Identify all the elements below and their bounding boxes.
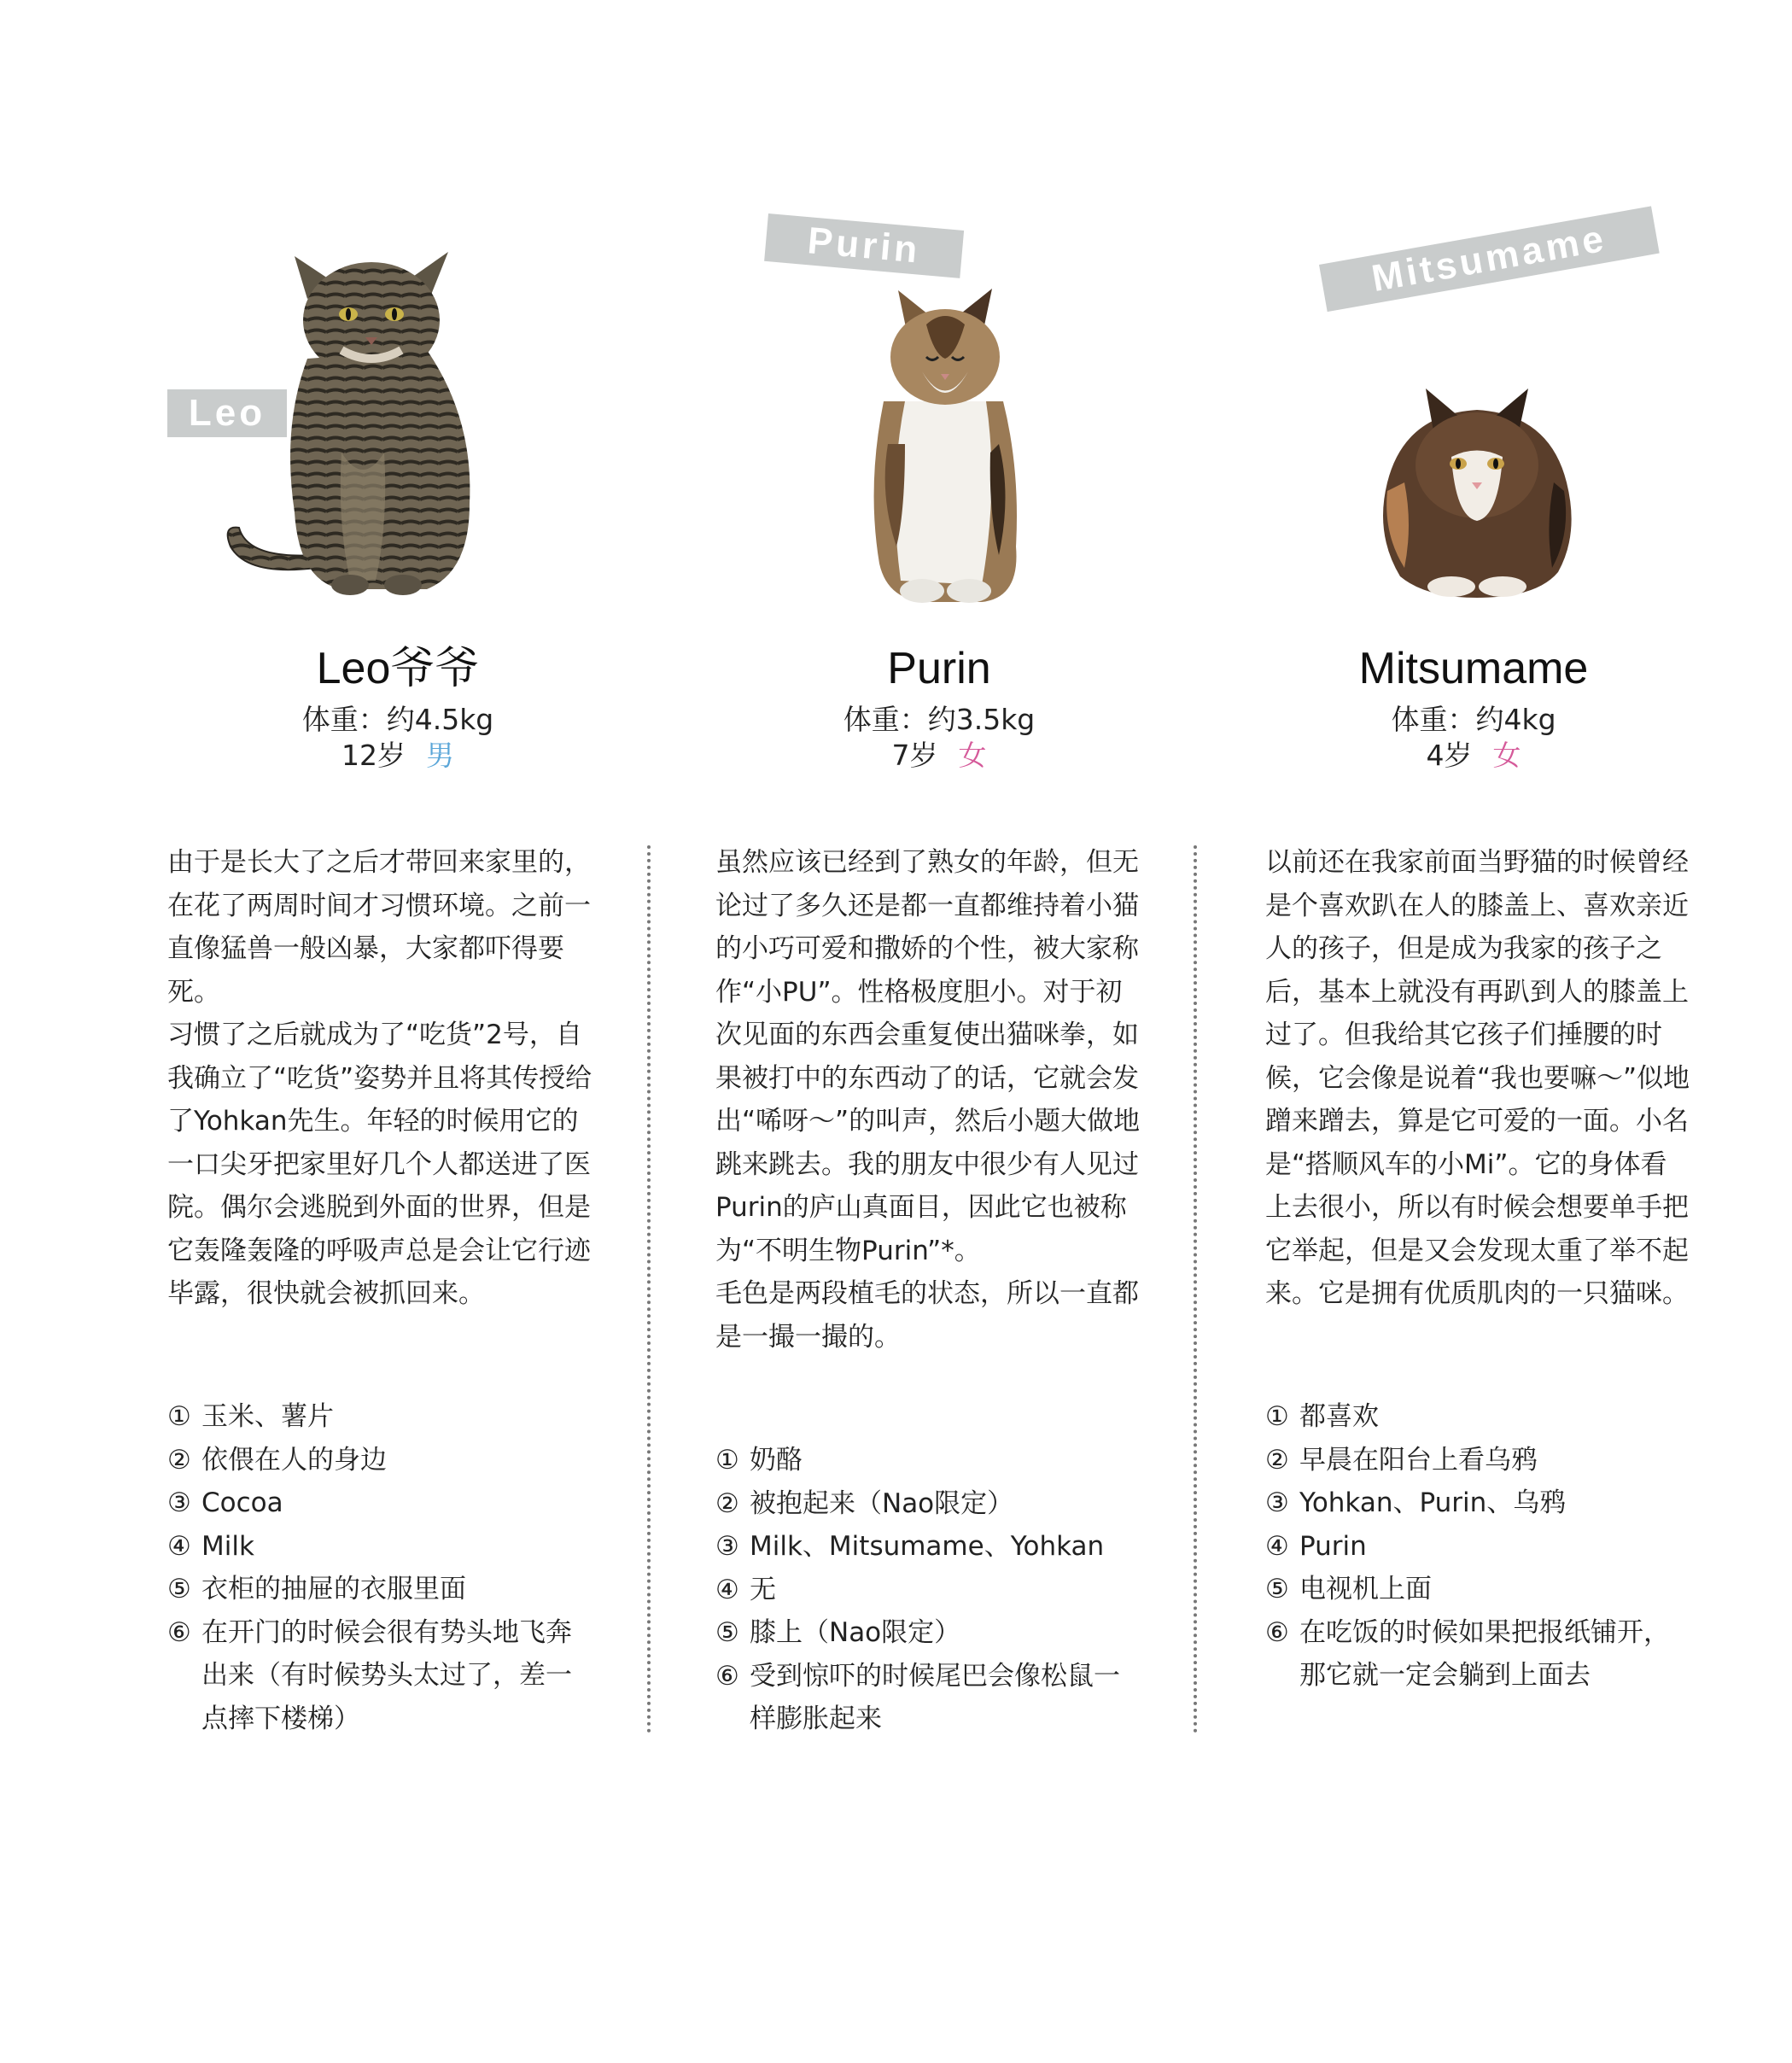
fact-item	[167, 1439, 594, 1482]
purin-description	[715, 841, 1142, 1359]
fact-item	[1265, 1482, 1692, 1525]
leo-header	[159, 640, 637, 774]
purin-facts	[715, 1439, 1142, 1741]
fact-number: ②	[715, 1487, 739, 1519]
cat-name: Leo爷爷	[316, 644, 480, 693]
mitsumame-description	[1265, 841, 1692, 1316]
fact-number: ③	[715, 1531, 739, 1562]
fact-number: ④	[715, 1574, 739, 1605]
fact-item	[715, 1482, 1142, 1526]
fact-number: ②	[1265, 1444, 1289, 1476]
age-value: 12岁	[341, 739, 406, 772]
fact-text: 玉米、薯片	[201, 1401, 334, 1432]
fact-text: Purin	[1299, 1530, 1367, 1562]
fact-item	[167, 1568, 594, 1611]
age-value: 7岁	[891, 739, 938, 772]
fact-item	[715, 1569, 1142, 1612]
fact-text: 在吃饭的时候如果把报纸铺开，那它就一定会躺到上面去	[1299, 1616, 1670, 1691]
fact-number: ⑥	[167, 1616, 191, 1648]
fact-item	[167, 1395, 594, 1439]
fact-item	[1265, 1439, 1692, 1482]
fact-number: ②	[167, 1444, 191, 1476]
purin-name-tag: Purin	[764, 213, 964, 278]
cat-age-gender	[1235, 738, 1713, 774]
fact-text: 奶酪	[750, 1445, 803, 1476]
fact-number: ⑤	[1265, 1574, 1289, 1604]
fact-number: ⑥	[1265, 1616, 1289, 1648]
fact-text: Milk	[201, 1530, 254, 1562]
column-divider	[647, 845, 651, 1733]
fact-item	[715, 1655, 1142, 1741]
fact-number: ③	[1265, 1487, 1289, 1518]
fact-number: ③	[167, 1487, 191, 1518]
cat-weight: 体重：约3.5kg	[843, 703, 1036, 736]
fact-number: ①	[167, 1401, 191, 1432]
fact-number: ①	[1265, 1401, 1289, 1432]
purin-cat-photo	[854, 273, 1033, 606]
fact-text: Cocoa	[201, 1487, 283, 1518]
cat-name: Purin	[887, 644, 991, 693]
fact-item	[1265, 1611, 1692, 1698]
cat-age-gender	[700, 738, 1178, 774]
leo-name-tag: Leo	[167, 389, 287, 437]
fact-number: ④	[167, 1530, 191, 1562]
fact-number: ④	[1265, 1530, 1289, 1562]
cat-age-gender	[159, 738, 637, 774]
fact-text: 依偎在人的身边	[201, 1444, 387, 1476]
fact-text: 被抱起来（Nao限定）	[750, 1487, 1014, 1519]
fact-number: ⑤	[167, 1574, 191, 1604]
column-divider	[1194, 845, 1197, 1733]
fact-item	[1265, 1525, 1692, 1569]
fact-text: 都喜欢	[1299, 1401, 1379, 1432]
fact-item	[715, 1525, 1142, 1569]
fact-item	[1265, 1568, 1692, 1611]
mitsumame-name-tag: Mitsumame	[1319, 206, 1660, 312]
fact-number: ⑥	[715, 1660, 739, 1692]
description-paragraph: 由于是长大了之后才带回来家里的，在花了两周时间才习惯环境。之前一直像猛兽一般凶暴，大家都吓得要死。	[167, 847, 591, 1008]
fact-item	[167, 1611, 594, 1741]
age-value: 4岁	[1426, 739, 1473, 772]
fact-number: ⑤	[715, 1617, 739, 1648]
fact-item	[715, 1439, 1142, 1482]
mitsumame-facts	[1265, 1395, 1692, 1698]
fact-text: Milk、Mitsumame、Yohkan	[750, 1531, 1105, 1562]
fact-number: ①	[715, 1445, 739, 1476]
leo-facts	[167, 1395, 594, 1740]
description-paragraph: 毛色是两段植毛的状态，所以一直都是一撮一撮的。	[715, 1278, 1139, 1353]
fact-text: 电视机上面	[1299, 1574, 1432, 1604]
fact-item	[167, 1525, 594, 1569]
gender-badge: 男	[426, 739, 454, 772]
fact-text: Yohkan、Purin、乌鸦	[1299, 1487, 1567, 1518]
purin-header	[700, 640, 1178, 774]
description-paragraph: 虽然应该已经到了熟女的年龄，但无论过了多久还是都一直都维持着小猫的小巧可爱和撒娇的个性，被大家称作“小PU”。性格极度胆小。对于初次见面的东西会重复使出猫咪拳，如果被打中的东西动了的话，它就会发出“唏呀～”的叫声，然后小题大做地跳来跳去。我的朋友中很少有人见过Purin的庐山真面目，因此它也被称为“不明生物Purin”*。	[715, 847, 1141, 1266]
fact-item	[715, 1611, 1142, 1655]
fact-item	[1265, 1395, 1692, 1439]
fact-text: 无	[750, 1574, 776, 1605]
description-paragraph: 以前还在我家前面当野猫的时候曾经是个喜欢趴在人的膝盖上、喜欢亲近人的孩子，但是成为我家的孩子之后，基本上就没有再趴到人的膝盖上过了。但我给其它孩子们捶腰的时候，它会像是说着“我也要嘛～”似地蹭来蹭去，算是它可爱的一面。小名是“搭顺风车的小Mi”。它的身体看上去很小，所以有时候会想要单手把它举起，但是又会发现太重了举不起来。它是拥有优质肌肉的一只猫咪。	[1265, 847, 1690, 1309]
mitsumame-cat-photo	[1366, 354, 1588, 598]
fact-text: 受到惊吓的时候尾巴会像松鼠一样膨胀起来	[750, 1660, 1120, 1734]
cat-weight: 体重：约4.5kg	[301, 703, 494, 736]
gender-badge: 女	[958, 739, 987, 772]
cat-weight: 体重：约4kg	[1391, 703, 1556, 736]
fact-text: 在开门的时候会很有势头地飞奔出来（有时候势头太过了，差一点摔下楼梯）	[201, 1616, 572, 1734]
leo-description	[167, 841, 594, 1316]
fact-text: 衣柜的抽屉的衣服里面	[201, 1574, 466, 1604]
gender-badge: 女	[1492, 739, 1521, 772]
fact-item	[167, 1482, 594, 1525]
fact-text: 早晨在阳台上看乌鸦	[1299, 1444, 1538, 1476]
description-paragraph: 习惯了之后就成为了“吃货”2号，自我确立了“吃货”姿势并且将其传授给了Yohkan先生。年轻的时候用它的一口尖牙把家里好几个人都送进了医院。偶尔会逃脱到外面的世界，但是它轰隆轰隆的呼吸声总是会让它行迹毕露，很快就会被抓回来。	[167, 1020, 592, 1309]
mitsumame-header	[1235, 640, 1713, 774]
cat-name: Mitsumame	[1358, 644, 1589, 693]
fact-text: 膝上（Nao限定）	[750, 1617, 961, 1648]
